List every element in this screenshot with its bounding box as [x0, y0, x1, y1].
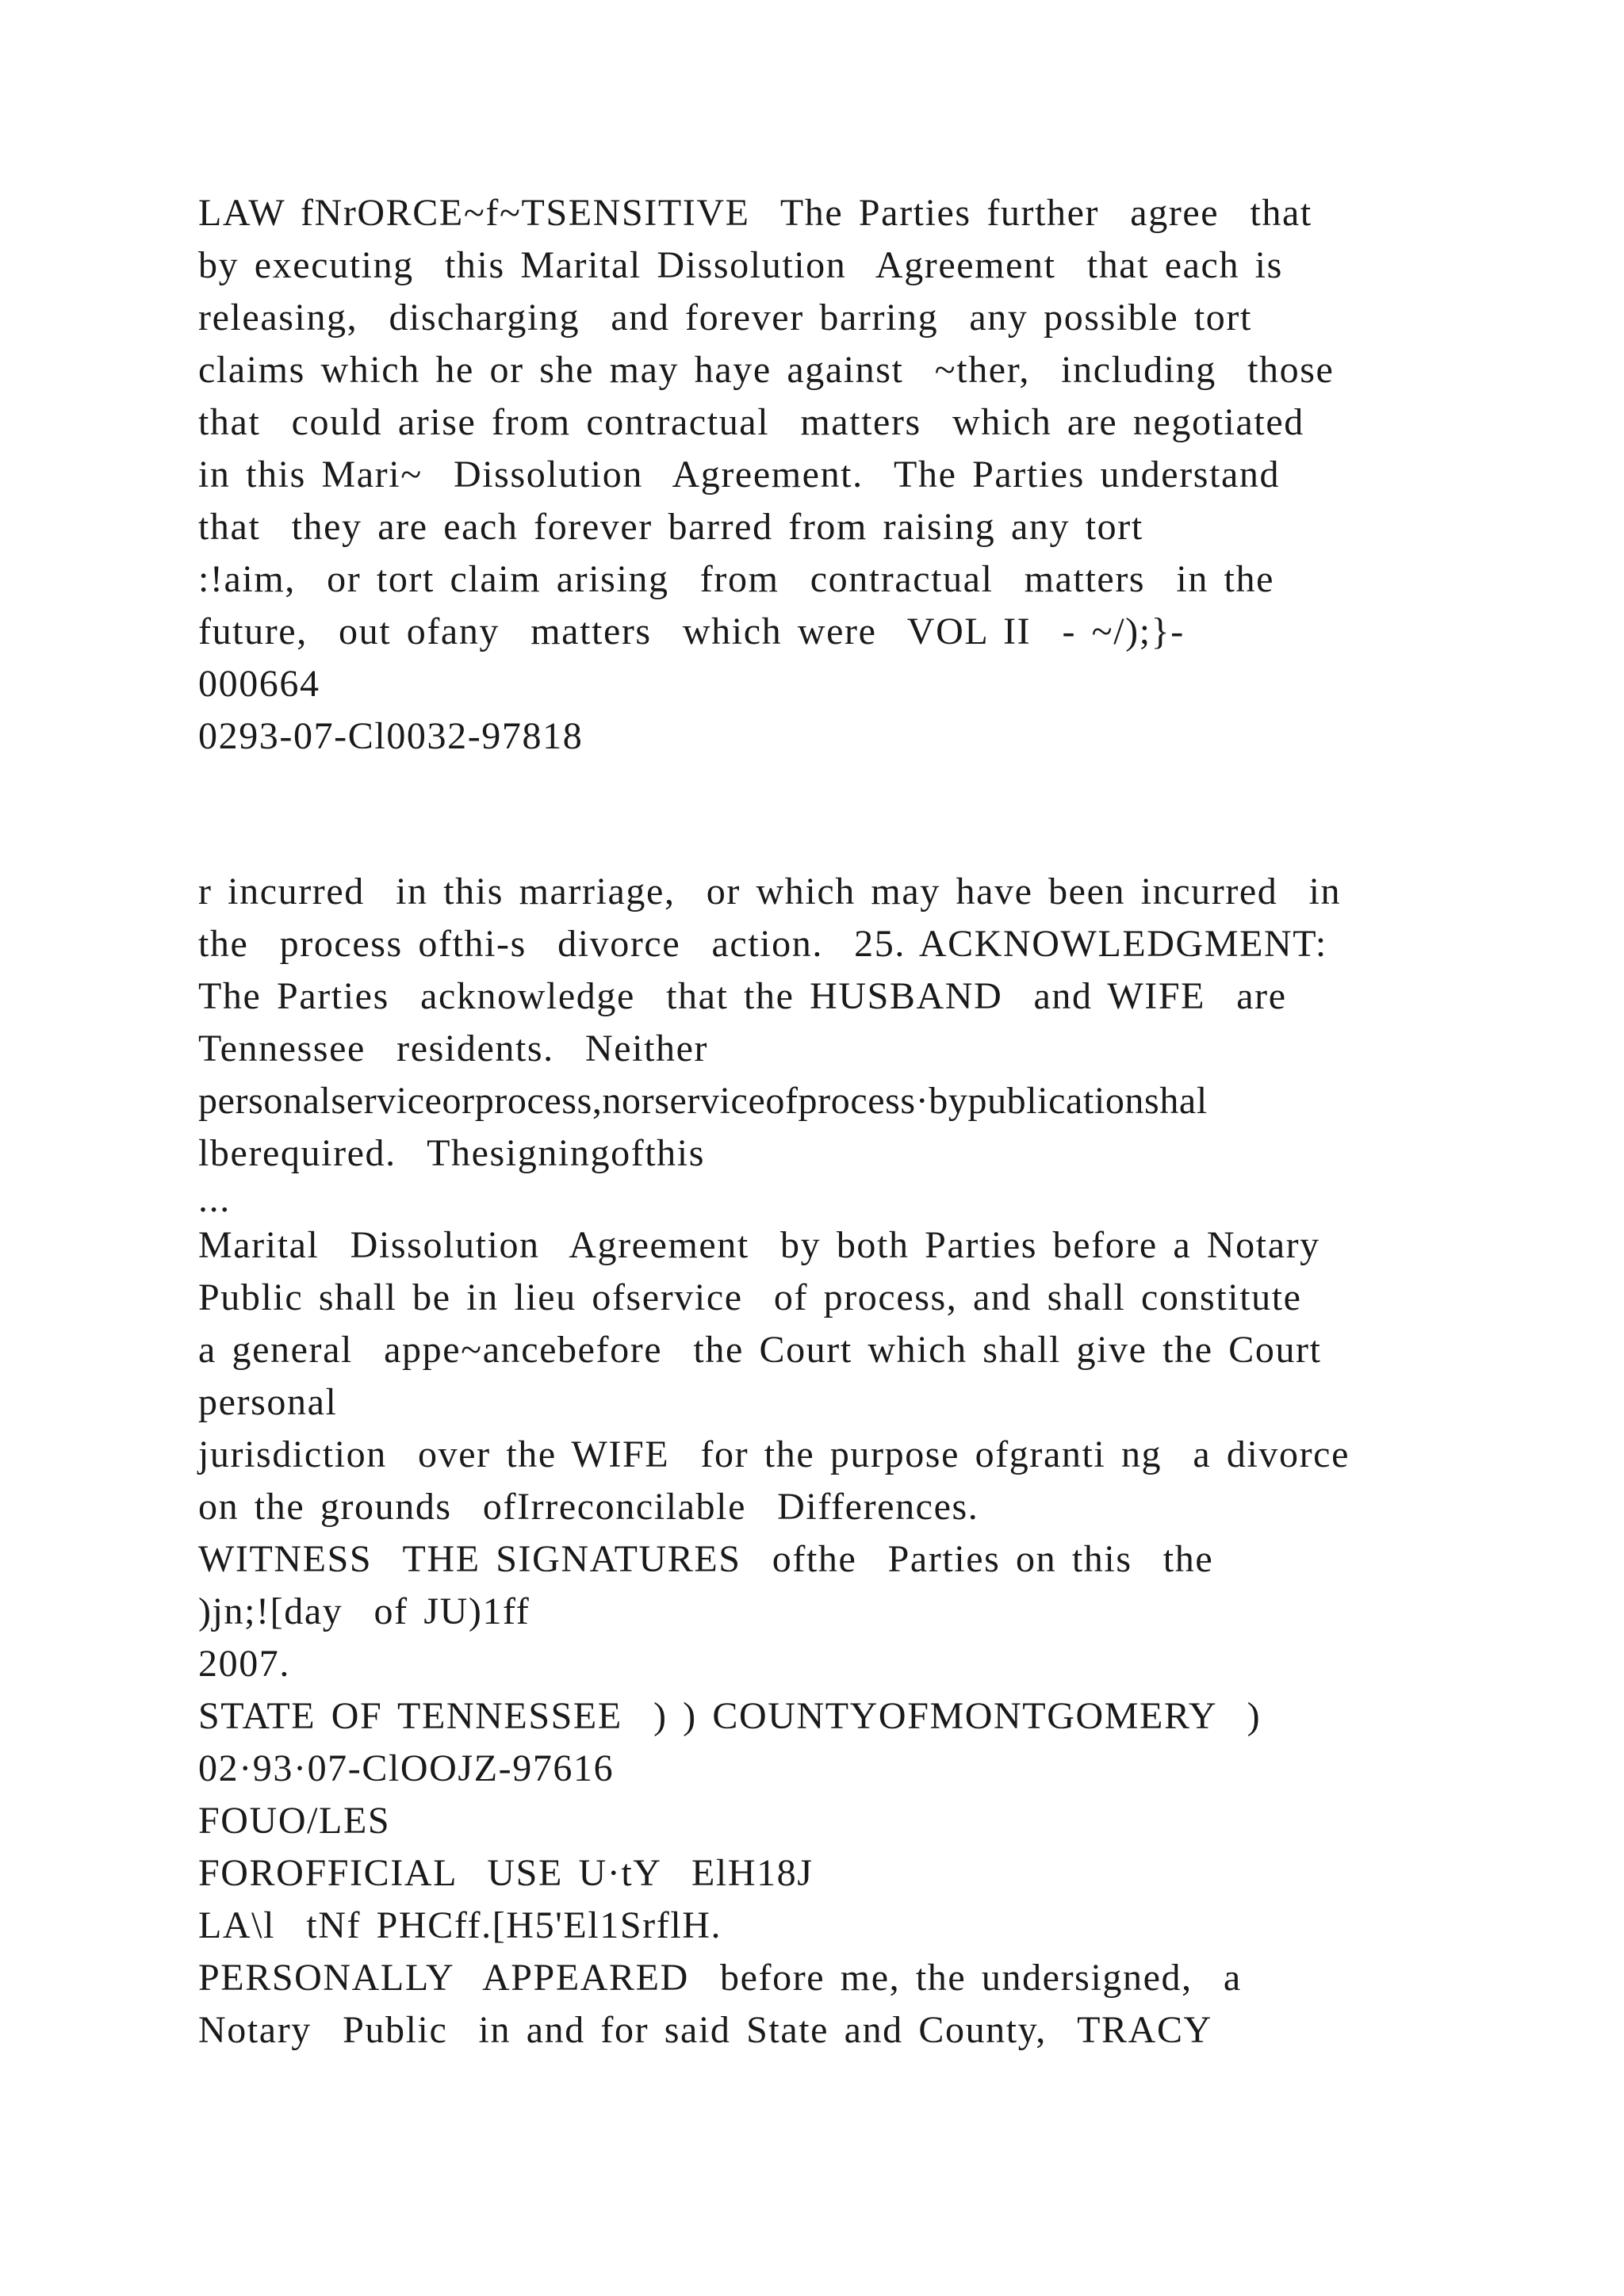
- text-line-09: future, out ofany matters which were VOL II - ~/);}-: [198, 610, 1185, 652]
- text-line-16: The Parties acknowledge that the HUSBAND and WIFE are: [198, 975, 1287, 1017]
- text-line-07: that they are each forever barred from raising any tort: [198, 506, 1143, 548]
- text-line-28: )jn;![day of JU)1ff: [198, 1590, 530, 1632]
- text-line-11: 0293-07-Cl0032-97818: [198, 715, 584, 757]
- text-line-15: the process ofthi-s divorce action. 25. ACKNOWLEDGMENT:: [198, 923, 1327, 965]
- text-line-14: r incurred in this marriage, or which may have been incurred in: [198, 871, 1342, 913]
- text-line-35: PERSONALLY APPEARED before me, the undersigned, a: [198, 1957, 1242, 1999]
- text-line-06: in this Mari~ Dissolution Agreement. The Parties understand: [198, 453, 1281, 496]
- text-line-17: Tennessee residents. Neither: [198, 1027, 709, 1070]
- text-line-03: releasing, discharging and forever barring any possible tort: [198, 297, 1252, 339]
- text-line-18: personalserviceorprocess,norserviceofprocess·bypublicationshal: [198, 1080, 1208, 1122]
- text-line-30: STATE OF TENNESSEE ) ) COUNTYOFMONTGOMERY ): [198, 1695, 1262, 1737]
- text-line-05: that could arise from contractual matters which are negotiated: [198, 401, 1304, 443]
- document-page: [198, 187, 1435, 2217]
- text-line-24: personal: [198, 1381, 338, 1423]
- text-line-23: a general appe~ancebefore the Court which shall give the Court: [198, 1329, 1322, 1371]
- text-line-10: 000664: [198, 663, 320, 705]
- text-line-04: claims which he or she may haye against ~ther, including those: [198, 349, 1335, 391]
- text-line-26: on the grounds ofIrreconcilable Differences.: [198, 1486, 979, 1528]
- text-line-22: Public shall be in lieu ofservice of process, and shall constitute: [198, 1276, 1302, 1318]
- text-line-32: FOUO/LES: [198, 1800, 391, 1842]
- text-line-33: FOROFFICIAL USE U·tY ElH18J: [198, 1852, 814, 1894]
- text-line-01: LAW fNrORCE~f~TSENSITIVE The Parties further agree that: [198, 192, 1312, 234]
- text-line-02: by executing this Marital Dissolution Agreement that each is: [198, 244, 1283, 286]
- text-line-29: 2007.: [198, 1643, 290, 1685]
- text-line-34: LA\l tNf PHCff.[H5'El1SrflH.: [198, 1904, 722, 1946]
- text-line-08: :!aim, or tort claim arising from contractual matters in the: [198, 558, 1274, 600]
- text-line-19: lberequired. Thesigningofthis: [198, 1132, 705, 1174]
- text-line-25: jurisdiction over the WIFE for the purpose ofgranti ng a divorce: [198, 1433, 1350, 1475]
- text-line-21: Marital Dissolution Agreement by both Parties before a Notary: [198, 1224, 1320, 1266]
- text-line-27: WITNESS THE SIGNATURES ofthe Parties on this the: [198, 1538, 1214, 1580]
- text-line-36: Notary Public in and for said State and County, TRACY: [198, 2009, 1212, 2051]
- text-line-20: ...: [198, 1178, 231, 1220]
- text-line-31: 02·93·07-ClOOJZ-97616: [198, 1747, 615, 1789]
